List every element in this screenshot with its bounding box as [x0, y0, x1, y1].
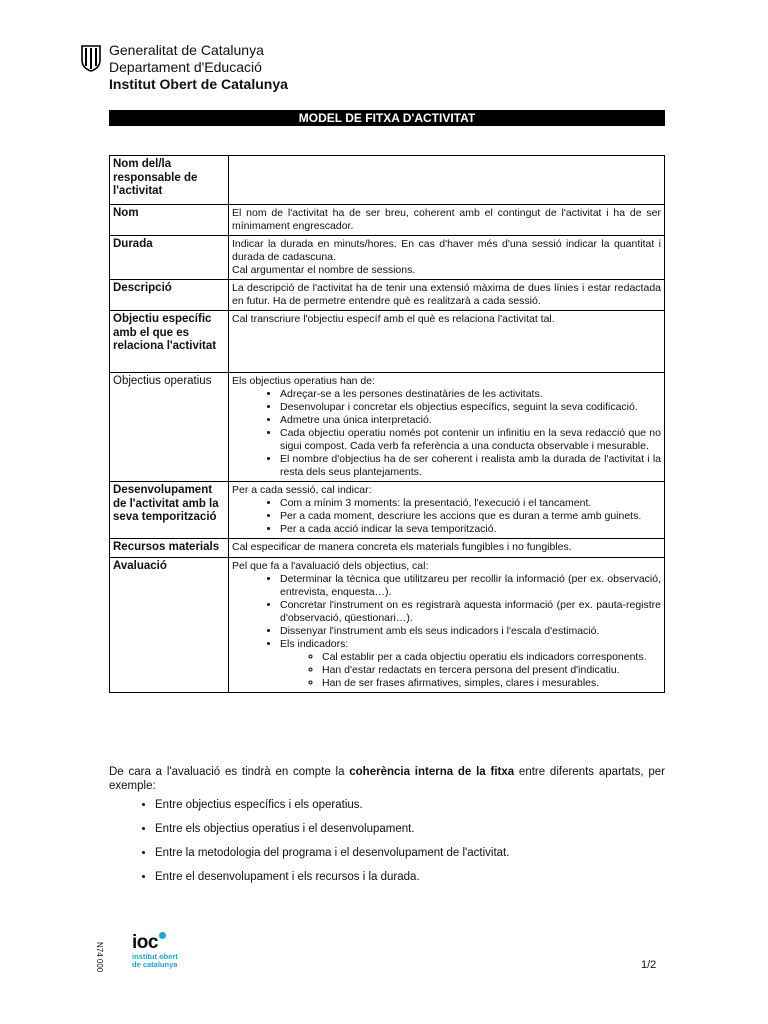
- row-value: Cal transcriure l'objectiu específ amb el què es relaciona l'activitat tal.: [229, 311, 665, 373]
- row-label: Objectiu específic amb el que es relaciona l'activitat: [110, 311, 229, 373]
- header-line-generalitat: Generalitat de Catalunya: [109, 42, 264, 58]
- row-label: Objectius operatius: [110, 373, 229, 482]
- table-row: [110, 482, 665, 539]
- row-label: Avaluació: [110, 557, 229, 692]
- indicadors-sublist: [280, 651, 661, 690]
- list-item: • Dissenyar l'instrument amb els seus indicadors i l'escala d'estimació.: [280, 625, 661, 638]
- institution-header: [109, 42, 288, 93]
- row-value: Cal especificar de manera concreta els materials fungibles i no fungibles.: [229, 539, 665, 558]
- row-value: [229, 557, 665, 692]
- list-item: • Admetre una única interpretació.: [280, 414, 661, 427]
- ioc-logo-sub1: institut obert: [132, 952, 178, 961]
- page-number: 1/2: [641, 959, 657, 971]
- list-item: ◦ Han d'estar redactats en tercera persona del present d'indicatiu.: [322, 664, 661, 677]
- row-label: Nom: [110, 205, 229, 236]
- row-value: La descripció de l'activitat ha de tenir una extensió màxima de dues línies i estar redactada en futur. Ha de permetre entendre què es realitzarà a cada sessió.: [229, 280, 665, 311]
- list-item: • Com a mínim 3 moments: la presentació, l'execució i el tancament.: [280, 497, 661, 510]
- table-row: [110, 236, 665, 280]
- row-label: Durada: [110, 236, 229, 280]
- indicadors-label: Els indicadors:: [280, 637, 349, 650]
- table-row: [110, 557, 665, 692]
- row-value: [229, 236, 665, 280]
- table-row: [110, 539, 665, 558]
- list-item: • Entre el desenvolupament i els recursos i la durada.: [155, 870, 711, 884]
- row-value: [229, 373, 665, 482]
- row-label: Descripció: [110, 280, 229, 311]
- list-item: • Entre objectius específics i els operatius.: [155, 798, 711, 812]
- list-item: • Entre els objectius operatius i el desenvolupament.: [155, 822, 711, 836]
- table-row: [110, 373, 665, 482]
- avaluacio-intro: Pel que fa a l'avaluació dels objectius, cal:: [232, 559, 429, 572]
- header-line-institut: Institut Obert de Catalunya: [109, 76, 288, 92]
- coherence-list: [109, 798, 711, 894]
- list-item: [280, 638, 661, 690]
- coherence-bold: coherència interna de la fitxa: [349, 766, 515, 778]
- coherence-pre: De cara a l'avaluació es tindrà en compte la: [109, 766, 350, 778]
- coherence-post: entre diferents apartats, per exemple:: [109, 766, 665, 792]
- avaluacio-list: [232, 573, 661, 690]
- desenvolupament-intro: Per a cada sessió, cal indicar:: [232, 484, 372, 496]
- header-line-departament: Departament d'Educació: [109, 59, 262, 75]
- desenvolupament-list: [232, 497, 661, 536]
- operatius-intro: Els objectius operatius han de:: [232, 375, 376, 387]
- row-label: Nom del/la responsable de l'activitat: [110, 156, 229, 205]
- list-item: • Per a cada moment, descriure les accions que es duran a terme amb guinets.: [280, 510, 661, 523]
- document-code: N74 000: [95, 942, 104, 973]
- list-item: • Desenvolupar i concretar els objectius específics, seguint la seva codificació.: [280, 401, 661, 414]
- ioc-logo-sub2: de catalunya: [132, 960, 178, 969]
- ioc-dot-icon: [159, 932, 166, 939]
- row-value: [229, 482, 665, 539]
- table-row: [110, 280, 665, 311]
- list-item: ◦ Han de ser frases afirmatives, simples, clares i mesurables.: [322, 677, 661, 690]
- row-label: Desenvolupament de l'activitat amb la seva temporització: [110, 482, 229, 539]
- durada-text-1: Indicar la durada en minuts/hores. En cas d'haver més d'una sessió indicar la quantitat i durada de cadascuna.: [232, 238, 661, 263]
- ioc-logo-text: ioc: [132, 932, 158, 953]
- operatius-list: [232, 388, 661, 479]
- document-title: MODEL DE FITXA D'ACTIVITAT: [109, 110, 665, 126]
- list-item: • Entre la metodologia del programa i el desenvolupament de l'activitat.: [155, 846, 711, 860]
- coherence-paragraph: [109, 765, 665, 793]
- ioc-logo: [132, 932, 178, 969]
- list-item: • Per a cada acció indicar la seva temporització.: [280, 523, 661, 536]
- activity-sheet-table: [109, 155, 665, 693]
- row-value: El nom de l'activitat ha de ser breu, coherent amb el contingut de l'activitat i ha de ser mínimament engrescador.: [229, 205, 665, 236]
- list-item: ◦ Cal establir per a cada objectiu operatiu els indicadors corresponents.: [322, 651, 661, 664]
- list-item: • Concretar l'instrument on es registrarà aquesta informació (per ex. pauta-registre d'observació, qüestionari…).: [280, 599, 661, 625]
- table-row: [110, 311, 665, 373]
- table-row: [110, 205, 665, 236]
- generalitat-logo-icon: [80, 44, 102, 72]
- row-value: [229, 156, 665, 205]
- list-item: • Cada objectiu operatiu només pot contenir un infinitiu en la seva redacció que no sigui compost. Cada verb fa referència a una conducta observable i mesurable.: [280, 427, 661, 453]
- list-item: • Determinar la tècnica que utilitzareu per recollir la informació (per ex. observació, entrevista, enquesta…).: [280, 573, 661, 599]
- list-item: • Adreçar-se a les persones destinatàries de les activitats.: [280, 388, 661, 401]
- row-label: Recursos materials: [110, 539, 229, 558]
- table-row: [110, 156, 665, 205]
- durada-text-2: Cal argumentar el nombre de sessions.: [232, 264, 416, 276]
- list-item: • El nombre d'objectius ha de ser coherent i realista amb la durada de l'activitat i la resta dels seus plantejaments.: [280, 453, 661, 479]
